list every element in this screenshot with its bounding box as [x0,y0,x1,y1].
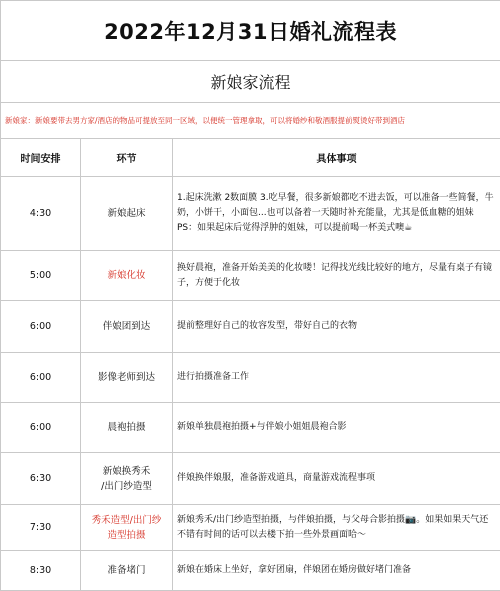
table-row [1,353,500,403]
row-stage: 影像老师到达 [81,353,173,403]
header-details: 具体事项 [173,139,500,177]
table-row [1,453,500,505]
row-time: 8:30 [1,551,81,591]
row-stage-line: 秀禾造型/出门纱 [92,515,162,526]
row-stage [81,453,173,505]
row-stage [81,505,173,551]
row-stage: 准备堵门 [81,551,173,591]
row-details: 伴娘换伴娘服，准备游戏道具，商量游戏流程事项 [173,453,500,505]
row-details: 新娘单独晨袍拍摄+与伴娘小姐姐晨袍合影 [173,403,500,453]
page-title: 2022年12月31日婚礼流程表 [1,1,500,61]
row-time: 6:00 [1,353,81,403]
row-stage-line: /出门纱造型 [101,481,152,492]
row-time: 6:30 [1,453,81,505]
row-time: 4:30 [1,177,81,251]
section-subtitle: 新娘家流程 [1,61,500,103]
row-details: 新娘秀禾/出门纱造型拍摄，与伴娘拍摄，与父母合影拍摄📷。如果如果天气还不错有时间的话可以去楼下拍一些外景画面哈～ [173,505,500,551]
row-details: 进行拍摄准备工作 [173,353,500,403]
row-time: 5:00 [1,251,81,301]
row-details: 提前整理好自己的妆容发型，带好自己的衣物 [173,301,500,353]
row-stage: 晨袍拍摄 [81,403,173,453]
header-time: 时间安排 [1,139,81,177]
table-row [1,551,500,591]
row-stage-line: 造型拍摄 [107,530,145,541]
table-row [1,177,500,251]
row-time: 6:00 [1,301,81,353]
row-stage: 伴娘团到达 [81,301,173,353]
table-row [1,251,500,301]
row-details: 1.起床洗漱 2数面膜 3.吃早餐，很多新娘都吃不进去饭，可以准备一些简餐，牛奶，小饼干，小面包...也可以备着一天随时补充能量，尤其是低血糖的姐妹 PS：如果起床后觉得浮肿的姐妹，可以提前喝一杯美式噢☕ [173,177,500,251]
row-stage: 新娘化妆 [81,251,173,301]
table-row [1,505,500,551]
row-details: 换好晨袍，准备开始美美的化妆喽！记得找光线比较好的地方，尽量有桌子有镜子，方便于化妆 [173,251,500,301]
row-time: 7:30 [1,505,81,551]
table-row [1,301,500,353]
row-stage: 新娘起床 [81,177,173,251]
row-details: 新娘在婚床上坐好，拿好团扇，伴娘团在婚房做好堵门准备 [173,551,500,591]
header-stage: 环节 [81,139,173,177]
row-time: 6:00 [1,403,81,453]
header-row [1,139,500,177]
table-row [1,403,500,453]
row-stage-line: 新娘换秀禾 [103,466,151,477]
bride-home-note: 新娘家：新娘要带去男方家/酒店的物品可提放至同一区域，以便统一管理拿取，可以将婚纱和敬酒服提前熨烫好带到酒店 [1,103,500,139]
